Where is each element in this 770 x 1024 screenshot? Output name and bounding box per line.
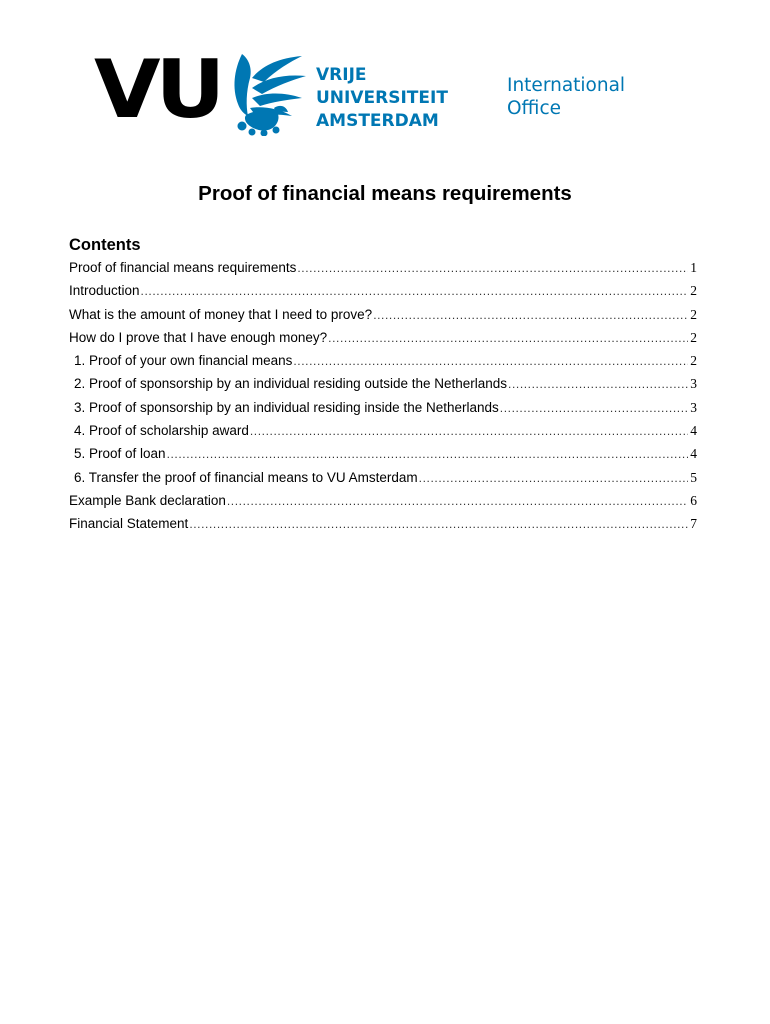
toc-entry[interactable] — [69, 304, 697, 327]
toc-entry[interactable] — [69, 490, 697, 513]
toc-page-number[interactable]: 2 — [690, 283, 697, 299]
toc-entry-title[interactable]: 3. Proof of sponsorship by an individual residing inside the Netherlands — [74, 399, 499, 415]
toc-page-number[interactable]: 7 — [690, 516, 697, 532]
toc-entry-title[interactable]: 2. Proof of sponsorship by an individual residing outside the Netherlands — [74, 376, 508, 392]
toc-page-number[interactable]: 5 — [690, 469, 697, 485]
toc-entry[interactable] — [69, 443, 697, 466]
university-name-line: VRIJE — [316, 65, 367, 85]
toc-dot-leader — [250, 421, 688, 442]
table-of-contents — [69, 257, 697, 537]
office-name-line: International — [507, 75, 626, 96]
toc-entry-title[interactable]: Example Bank declaration — [69, 492, 226, 508]
toc-entry[interactable] — [69, 350, 697, 373]
toc-entry-title[interactable]: 1. Proof of your own financial means — [74, 353, 293, 369]
toc-entry-title[interactable]: 5. Proof of loan — [74, 446, 166, 462]
toc-entry[interactable] — [69, 467, 697, 490]
toc-page-number[interactable]: 2 — [690, 329, 697, 345]
toc-entry[interactable] — [69, 513, 697, 536]
document-title: Proof of financial means requirements — [198, 182, 572, 205]
office-name-line: Office — [507, 98, 562, 119]
university-name — [316, 64, 448, 133]
toc-page-number[interactable]: 3 — [690, 399, 697, 415]
office-name — [507, 74, 625, 120]
toc-dot-leader — [508, 374, 688, 395]
toc-dot-leader — [419, 468, 689, 489]
toc-entry-title[interactable]: What is the amount of money that I need to prove? — [69, 306, 373, 322]
griffin-emblem-icon — [222, 48, 312, 136]
toc-entry-title[interactable]: 4. Proof of scholarship award — [74, 423, 249, 439]
toc-entry[interactable] — [69, 327, 697, 350]
toc-entry[interactable] — [69, 397, 697, 420]
toc-page-number[interactable]: 3 — [690, 376, 697, 392]
toc-dot-leader — [293, 351, 688, 372]
vu-logo: VU — [94, 43, 221, 137]
toc-entry[interactable] — [69, 280, 697, 303]
toc-dot-leader — [141, 281, 689, 302]
toc-page-number[interactable]: 2 — [690, 353, 697, 369]
toc-dot-leader — [227, 491, 688, 512]
toc-entry[interactable] — [69, 420, 697, 443]
toc-entry-title[interactable]: Proof of financial means requirements — [69, 260, 297, 275]
toc-dot-leader — [500, 398, 688, 419]
toc-page-number[interactable]: 4 — [690, 446, 697, 462]
toc-dot-leader — [189, 514, 688, 535]
toc-page-number[interactable]: 1 — [690, 260, 697, 275]
toc-entry-title[interactable]: Introduction — [69, 283, 140, 299]
toc-dot-leader — [297, 258, 688, 279]
toc-dot-leader — [328, 328, 688, 349]
toc-entry[interactable] — [69, 373, 697, 396]
university-name-line: AMSTERDAM — [316, 111, 439, 131]
toc-entry-title[interactable]: Financial Statement — [69, 516, 189, 532]
toc-entry-title[interactable]: How do I prove that I have enough money? — [69, 329, 328, 345]
toc-dot-leader — [373, 305, 688, 326]
toc-page-number[interactable]: 6 — [690, 492, 697, 508]
toc-dot-leader — [167, 444, 689, 465]
toc-entry[interactable] — [69, 257, 697, 280]
university-name-line: UNIVERSITEIT — [316, 88, 448, 108]
toc-page-number[interactable]: 4 — [690, 423, 697, 439]
toc-entry-title[interactable]: 6. Transfer the proof of financial means to VU Amsterdam — [74, 469, 418, 485]
toc-page-number[interactable]: 2 — [690, 306, 697, 322]
contents-heading: Contents — [69, 236, 141, 254]
